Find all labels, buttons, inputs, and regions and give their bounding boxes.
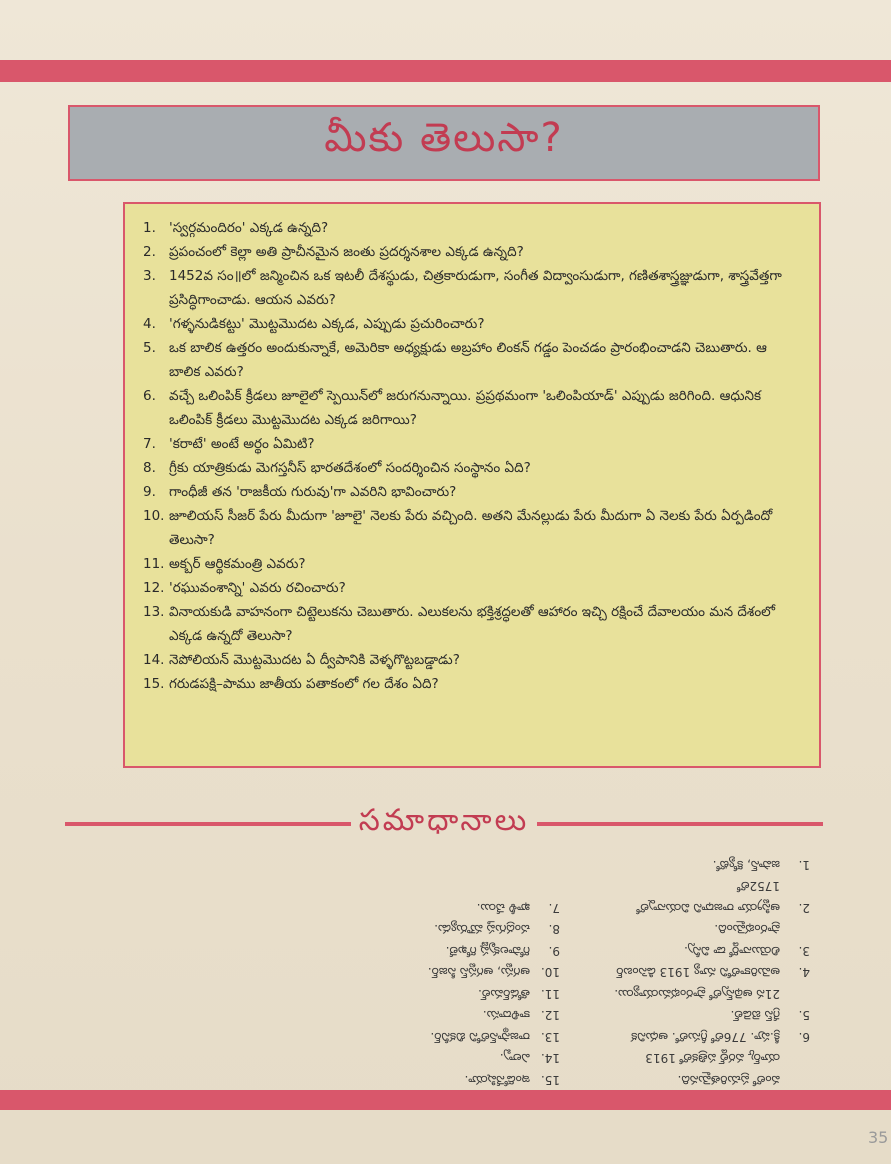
- question-item-number: 12.: [143, 580, 165, 596]
- answer-item-number: [780, 918, 810, 940]
- answer-item-number: 10.: [540, 965, 560, 980]
- answer-item-text: చంద్రగుప్త మౌర్యుడు.: [434, 922, 530, 937]
- question-item: [143, 384, 801, 432]
- answer-item-number: [780, 1069, 810, 1091]
- question-item-text: వచ్చే ఒలింపిక్ క్రీడలు జూలైలో స్పెయిన్‌లో జరుగనున్నాయి. ప్రప్రథమంగా 'ఒలింపియాడ్' ఎప్పుడు జరిగింది. ఆధునిక ఒలింపిక్ క్రీడలు మొట్టమొదట ఎక్కడ జరిగాయి?: [169, 388, 762, 428]
- answers-column-left: [590, 850, 810, 1090]
- answer-item: [340, 1047, 560, 1069]
- question-item-text: నెపోలియన్ మొట్టమొదట ఏ ద్వీపానికి వెళ్ళగొట్టబడ్డాడు?: [169, 652, 460, 668]
- answer-item-text: ఖాళీ చేయి.: [476, 901, 530, 915]
- answer-item: [590, 918, 810, 940]
- answer-item: [340, 1004, 560, 1026]
- answer-item-text: తోడర్‌మల్.: [478, 987, 530, 1001]
- question-item: [143, 336, 801, 384]
- answer-item-text: ఆస్ట్రియా రాజధాని వియన్నాలో 1752లో: [636, 879, 780, 915]
- answer-item-number: 11.: [540, 987, 560, 1001]
- answer-item: [340, 1069, 560, 1091]
- answer-item: [590, 1047, 810, 1069]
- bottom-band: [0, 1090, 891, 1110]
- answer-item-text: లియొనార్డో డా విన్సీ.: [684, 944, 780, 958]
- question-item-number: 11.: [143, 556, 165, 572]
- question-item-number: 5.: [143, 340, 156, 356]
- answer-item-text: జపాన్, క్యోటో.: [712, 858, 780, 872]
- answer-item-text: ఆగస్టు, ఆగస్టస్ సీజర్.: [427, 965, 530, 980]
- answer-item-text: గ్రేస్ బెడెల్.: [730, 1008, 780, 1023]
- question-item: [143, 576, 801, 600]
- header-rule-left: [65, 822, 351, 826]
- question-item-number: 10.: [143, 508, 165, 524]
- question-item-text: గ్రీకు యాత్రికుడు మెగస్తనీస్ భారతదేశంలో సందర్శించిన సంస్థానం ఏది?: [169, 460, 531, 476]
- question-item-text: 'కరాటే' అంటే అర్థం ఏమిటి?: [169, 436, 315, 452]
- answer-item-number: 3.: [798, 944, 810, 958]
- answer-item-number: 14.: [540, 1051, 560, 1066]
- question-item-number: 14.: [143, 652, 165, 668]
- question-item-text: 'రఘువంశాన్ని' ఎవరు రచించారు?: [169, 580, 346, 596]
- answer-item: [590, 1026, 810, 1048]
- answer-item: [590, 1069, 810, 1091]
- question-item-number: 3.: [143, 268, 156, 284]
- answer-item-number: 5.: [798, 1008, 810, 1023]
- answer-item: [590, 854, 810, 876]
- question-item-text: 1452వ సం॥లో జన్మించిన ఒక ఇటలీ దేశస్థుడు, చిత్రకారుడుగా, సంగీత విద్వాంసుడుగా, గణితశాస్త్రజ్ఞుడుగా, శాస్త్రవేత్తగా ప్రసిద్ధిగాంచాడు. ఆయన ఎవరు?: [169, 268, 782, 308]
- answer-item: [340, 983, 560, 1005]
- question-item: [143, 264, 801, 312]
- page-number: 35: [868, 1128, 889, 1147]
- answer-item: [590, 940, 810, 962]
- answer-item-number: 8.: [548, 922, 560, 937]
- answer-item: [590, 1004, 810, 1026]
- question-item-text: 'స్వర్గమందిరం' ఎక్కడ ఉన్నది?: [169, 220, 329, 236]
- answer-item-number: 13.: [540, 1030, 560, 1044]
- answer-item-text: వంలో ప్రచురితమైనది.: [677, 1073, 780, 1087]
- answer-item-text: ప్రారంభమైంది.: [714, 922, 780, 937]
- question-item: [143, 672, 801, 696]
- answer-item-number: [780, 983, 810, 1005]
- answer-item-text: గోపాలకృష్ణ గోఖలే.: [445, 944, 530, 958]
- header-rule-right: [537, 822, 823, 826]
- question-item-text: వినాయకుడి వాహనంగా చిట్టెలుకను చెబుతారు. ఎలుకలను భక్తిశ్రద్ధలతో ఆహారం ఇచ్చి రక్షించే దేవాలయం మన దేశంలో ఎక్కడ ఉన్నదో తెలుసా?: [169, 604, 776, 644]
- answer-item-text: కాళిదాసు.: [482, 1008, 530, 1023]
- question-item-text: అక్బర్ ఆర్థికమంత్రి ఎవరు?: [169, 556, 306, 572]
- answer-item: [340, 961, 560, 983]
- answers-header: [65, 803, 823, 842]
- answers-block: [340, 850, 810, 1090]
- question-item: [143, 216, 801, 240]
- answer-item-text: ఎల్బా.: [499, 1051, 530, 1066]
- question-item: [143, 648, 801, 672]
- question-item-number: 1.: [143, 220, 156, 236]
- answers-column-right: [340, 850, 560, 1090]
- question-item-number: 2.: [143, 244, 156, 260]
- question-item-number: 9.: [143, 484, 156, 500]
- question-item: [143, 456, 801, 480]
- question-item: [143, 432, 801, 456]
- title-box: [68, 105, 820, 181]
- answer-item-text: అమెరికాలోని న్యూ 1913 డిసెంబర్: [616, 965, 780, 980]
- answer-item: [590, 983, 810, 1005]
- question-item-number: 15.: [143, 676, 165, 692]
- answer-item-number: 4.: [798, 965, 810, 980]
- answer-item-number: 2.: [798, 901, 810, 915]
- answer-item: [340, 918, 560, 940]
- answer-item-text: క్రీ.పూ. 776లో గ్రీసులో. ఆధునిక: [631, 1030, 780, 1044]
- answer-item-text: ఇండోనేషియా.: [464, 1073, 530, 1087]
- answer-item-number: 12.: [540, 1008, 560, 1023]
- answer-item-number: 7.: [548, 901, 560, 915]
- answer-item: [340, 897, 560, 919]
- question-item-number: 13.: [143, 604, 165, 620]
- answer-item-text: యార్క్ వరల్డ్ పత్రికలో 1913: [645, 1051, 780, 1066]
- answer-item: [590, 875, 810, 918]
- question-item-number: 4.: [143, 316, 156, 332]
- question-item: [143, 504, 801, 552]
- answer-item: [340, 1026, 560, 1048]
- answer-item: [340, 940, 560, 962]
- answer-item-number: 6.: [798, 1030, 810, 1044]
- question-item-text: గరుడపక్షి–పాము జాతీయ పతాకంలో గల దేశం ఏది?: [169, 676, 439, 692]
- answers-title: సమాధానాలు: [358, 803, 530, 838]
- question-item-text: ప్రపంచంలో కెల్లా అతి ప్రాచీనమైన జంతు ప్రదర్శనశాల ఎక్కడ ఉన్నది?: [169, 244, 524, 260]
- question-item-text: జూలియస్ సీజర్ పేరు మీదుగా 'జూలై' నెలకు పేరు వచ్చింది. అతని మేనల్లుడు పేరు మీదుగా ఏ నెలకు పేరు ఏర్పడిందో తెలుసా?: [169, 508, 773, 548]
- question-item-number: 7.: [143, 436, 156, 452]
- answer-item-text: 21న ఆథెన్స్‌లో ప్రారంభమయ్యాయి.: [614, 987, 780, 1001]
- question-item-number: 6.: [143, 388, 156, 404]
- answer-item-text: రాజస్థాన్‌లోని బికనీర్.: [430, 1030, 530, 1044]
- top-band: [0, 60, 891, 82]
- question-item: [143, 552, 801, 576]
- question-item: [143, 240, 801, 264]
- answer-item: [590, 961, 810, 983]
- answer-item-number: 15.: [540, 1073, 560, 1087]
- questions-box: [123, 202, 821, 768]
- question-item-text: ఒక బాలిక ఉత్తరం అందుకున్నాకే, అమెరికా అధ్యక్షుడు అబ్రహాం లింకన్ గడ్డం పెంచడం ప్రారంభించాడని చెబుతారు. ఆ బాలిక ఎవరు?: [169, 340, 767, 380]
- page-title: మీకు తెలుసా?: [324, 115, 564, 161]
- question-item: [143, 312, 801, 336]
- question-item-text: గాంధీజీ తన 'రాజకీయ గురువు'గా ఎవరిని భావించారు?: [169, 484, 457, 500]
- question-item: [143, 480, 801, 504]
- answer-item-number: [780, 1047, 810, 1069]
- question-item-text: 'గళ్ళనుడికట్టు' మొట్టమొదట ఎక్కడ, ఎప్పుడు ప్రచురించారు?: [169, 316, 485, 332]
- question-item: [143, 600, 801, 648]
- question-item-number: 8.: [143, 460, 156, 476]
- answer-item-number: 1.: [798, 858, 810, 872]
- answer-item-number: 9.: [548, 944, 560, 958]
